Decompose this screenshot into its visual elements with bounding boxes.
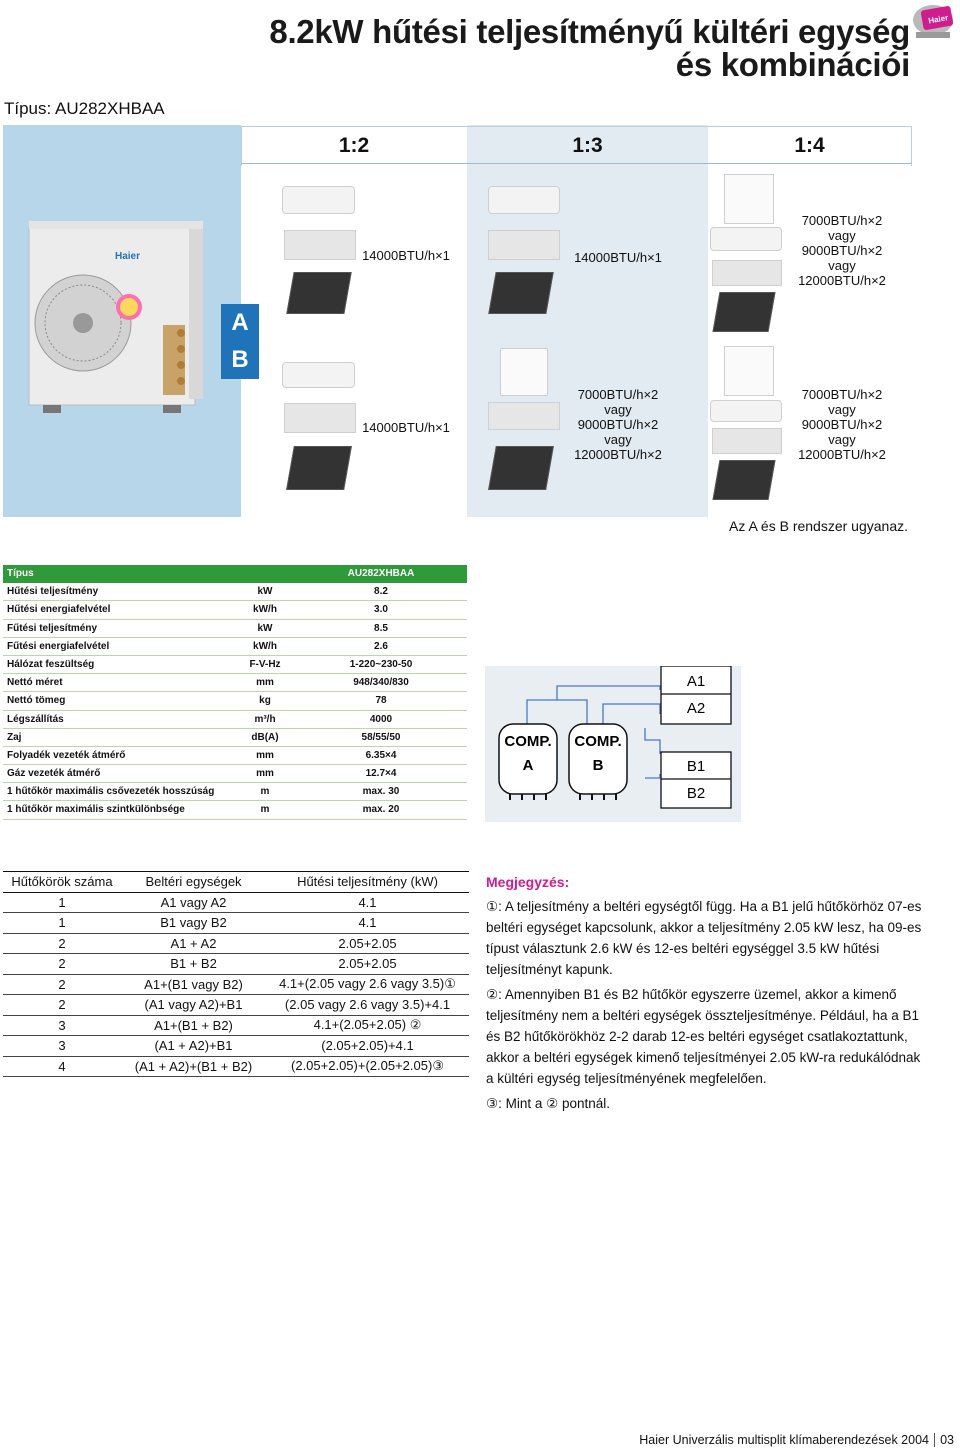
spec-unit: m³/h [254,713,276,725]
cassette-unit-a-3 [712,292,775,332]
spec-unit: F-V-Hz [249,658,281,670]
load-row [3,954,469,975]
spec-value: 948/340/830 [353,677,409,689]
load-cell: 1 [3,913,121,934]
load-header-capacity: Hűtési teljesítmény (kW) [266,872,469,893]
duct-unit-b-2 [488,402,560,430]
spec-label: Nettó méret [7,677,63,689]
page-title-line2: és kombinációi [675,46,910,83]
comp-a-letter: A [522,757,534,774]
spec-unit: kW/h [253,604,277,616]
spec-row [3,801,467,819]
spec-label: Fűtési teljesítmény [7,622,98,634]
output-b2: B2 [686,785,706,802]
load-cell: (2.05+2.05)+4.1 [266,1036,469,1057]
note-2: ②: Amennyiben B1 és B2 hűtőkör egyszerre üzemel, akkor a kimenő teljesítmény nem a beltéri egységek összteljesítménye. Például, ha a B1 és B2 hűtőkörökhöz 2-2 darab 12-es beltéri egységet csatlakoztattunk, akkor a beltéri egységek kimenő teljesítményei 2.05 kW-ra redukálódnak a kültéri egység teljesítményének megfelelően. [486,987,921,1086]
load-cell: 4.1 [266,913,469,934]
spec-row [3,656,467,674]
caption-b-1-3: 7000BTU/h×2 vagy 9000BTU/h×2 vagy 12000BTU/h×2 [574,387,662,462]
load-cell: 2 [3,974,121,995]
logo-text: Haier [927,13,949,26]
load-row [3,892,469,913]
load-cell: B1 vagy B2 [121,913,266,934]
duct-unit-a-1 [284,230,356,260]
load-header-indoor: Beltéri egységek [121,872,266,893]
spec-value: 3.0 [374,604,388,616]
spec-row [3,638,467,656]
spec-unit: mm [256,677,274,689]
load-cell: (2.05 vagy 2.6 vagy 3.5)+4.1 [266,995,469,1016]
load-cell: A1 vagy A2 [121,892,266,913]
ratio-1-2: 1:2 [241,128,467,164]
load-cell: 2.05+2.05 [266,933,469,954]
spec-header-model: AU282XHBAA [347,568,415,579]
load-cell: 2.05+2.05 [266,954,469,975]
wall-unit-a-1 [282,186,355,214]
spec-row [3,783,467,801]
spec-unit: kW [257,586,273,598]
compressor-diagram [485,666,741,822]
load-cell: 2 [3,933,121,954]
wall-unit-b-3 [710,400,782,422]
spec-label: Hűtési energiafelvétel [7,604,111,616]
page-title-line1: 8.2kW hűtési teljesítményű kültéri egység [269,13,910,50]
spec-row [3,674,467,692]
load-cell: B1 + B2 [121,954,266,975]
spec-header-row [3,565,467,583]
spec-header-label: Típus [7,568,34,579]
compressor-diagram-lines [485,666,741,822]
cassette-unit-a-1 [286,272,351,314]
page-number: 03 [934,1433,954,1447]
caption-b-1-4: 7000BTU/h×2 vagy 9000BTU/h×2 vagy 12000BTU/h×2 [798,387,886,462]
caption-a-1-4: 7000BTU/h×2 vagy 9000BTU/h×2 vagy 12000BTU/h×2 [798,213,886,288]
spec-unit: m [260,804,270,816]
spec-table [3,565,467,820]
spec-value: 8.2 [374,586,388,598]
load-row [3,1056,469,1077]
comp-a-label: COMP. [504,733,552,750]
spec-row [3,583,467,601]
spec-label: Hűtési teljesítmény [7,586,99,598]
outdoor-unit-panel [3,125,241,517]
outdoor-brand-text: Haier [115,251,141,262]
cassette-unit-b-1 [286,446,352,490]
spec-label: Légszállítás [7,713,64,725]
spec-value: 6.35×4 [365,749,397,761]
spec-unit: kg [259,695,271,707]
spec-label: 1 hűtőkör maximális szintkülönbsége [7,804,185,816]
type-label: Típus: AU282XHBAA [4,99,165,118]
load-cell: 4 [3,1056,121,1077]
cooling-circuit-table [3,871,469,1077]
load-row [3,913,469,934]
load-cell: A1+(B1 vagy B2) [121,974,266,995]
outdoor-unit-image [3,125,241,517]
spec-unit: kW [257,622,273,634]
spec-row [3,692,467,710]
floor-unit-b-2 [500,348,548,396]
floor-unit-b-3 [724,346,774,396]
spec-label: Fűtési energiafelvétel [7,640,110,652]
load-cell: (A1 + A2)+B1 [121,1036,266,1057]
notes-section [486,872,926,1118]
spec-value: max. 30 [362,786,400,798]
spec-unit: dB(A) [251,731,279,743]
spec-value: 4000 [369,713,393,725]
load-cell: 4.1+(2.05 vagy 2.6 vagy 3.5)① [266,974,469,995]
spec-row [3,765,467,783]
row-a-badge: A [221,304,259,342]
load-row [3,995,469,1016]
wall-unit-a-3 [710,227,782,251]
duct-unit-b-1 [284,403,356,433]
caption-a-1-2: 14000BTU/h×1 [362,248,450,263]
spec-value: 58/55/50 [361,731,401,743]
cassette-unit-a-2 [488,272,553,314]
spec-row [3,601,467,619]
spec-header-unit [235,565,295,583]
ratio-1-4: 1:4 [708,128,912,164]
cassette-unit-b-2 [488,446,554,490]
comp-b-letter: B [592,757,604,774]
spec-label: Folyadék vezeték átmérő [7,749,126,761]
note-1: ①: A teljesítmény a beltéri egységtől függ. Ha a B1 jelű hűtőkörhöz 07-es beltéri egységet kapcsolunk, akkor a teljesítmény 2.05 kW lesz, ha 09-es típust választunk 2.6 kW és 12-es beltéri egységgel 3.5 kW hűtési teljesítményt kapunk. [486,899,922,977]
row-b-badge: B [221,341,259,379]
duct-unit-a-2 [488,230,560,260]
load-cell: 3 [3,1015,121,1036]
system-note: Az A és B rendszer ugyanaz. [729,518,908,534]
spec-label: Hálózat feszültség [7,658,95,670]
spec-label: Gáz vezeték átmérő [7,768,101,780]
duct-unit-b-3 [712,428,782,454]
wall-unit-a-2 [488,186,560,214]
load-cell: A1+(B1 + B2) [121,1015,266,1036]
comp-b-label: COMP. [574,733,622,750]
spec-value: 78 [375,695,387,707]
ratio-1-3: 1:3 [467,128,708,164]
spec-value: 12.7×4 [365,768,397,780]
load-row [3,974,469,995]
spec-label: Zaj [7,731,22,743]
load-row [3,1015,469,1036]
spec-unit: mm [256,749,274,761]
wall-unit-b-1 [282,362,355,388]
load-cell: 2 [3,995,121,1016]
spec-label: 1 hűtőkör maximális csővezeték hosszúság [7,786,215,798]
load-cell: A1 + A2 [121,933,266,954]
load-row [3,1036,469,1057]
spec-value: max. 20 [362,804,400,816]
load-cell: (2.05+2.05)+(2.05+2.05)③ [266,1056,469,1077]
spec-unit: m [260,786,270,798]
spec-row [3,747,467,765]
load-cell: 3 [3,1036,121,1057]
spec-value: 8.5 [374,622,388,634]
cassette-unit-b-3 [712,460,775,500]
spec-value: 2.6 [374,640,388,652]
load-row [3,933,469,954]
output-a1: A1 [686,673,706,690]
spec-unit: kW/h [253,640,277,652]
load-cell: (A1 vagy A2)+B1 [121,995,266,1016]
load-header-row [3,872,469,893]
output-b1: B1 [686,758,706,775]
caption-b-1-2: 14000BTU/h×1 [362,420,450,435]
spec-label: Nettó tömeg [7,695,66,707]
load-cell: (A1 + A2)+(B1 + B2) [121,1056,266,1077]
spec-row [3,711,467,729]
caption-a-1-3: 14000BTU/h×1 [574,250,662,265]
duct-unit-a-3 [712,260,782,286]
spec-value: 1-220~230-50 [349,658,413,670]
output-a2: A2 [686,700,706,717]
load-cell: 4.1+(2.05+2.05) ② [266,1015,469,1036]
haier-logo [906,2,956,48]
spec-unit: mm [256,768,274,780]
load-cell: 2 [3,954,121,975]
floor-unit-a-3 [724,174,774,224]
notes-heading: Megjegyzés: [486,874,570,890]
spec-row [3,620,467,638]
note-3: ③: Mint a ② pontnál. [486,1096,611,1111]
load-cell: 4.1 [266,892,469,913]
footer-text: Haier Univerzális multisplit klímaberendezések 2004 [639,1433,929,1447]
load-header-circuits: Hűtőkörök száma [3,872,121,893]
load-cell: 1 [3,892,121,913]
spec-row [3,729,467,747]
